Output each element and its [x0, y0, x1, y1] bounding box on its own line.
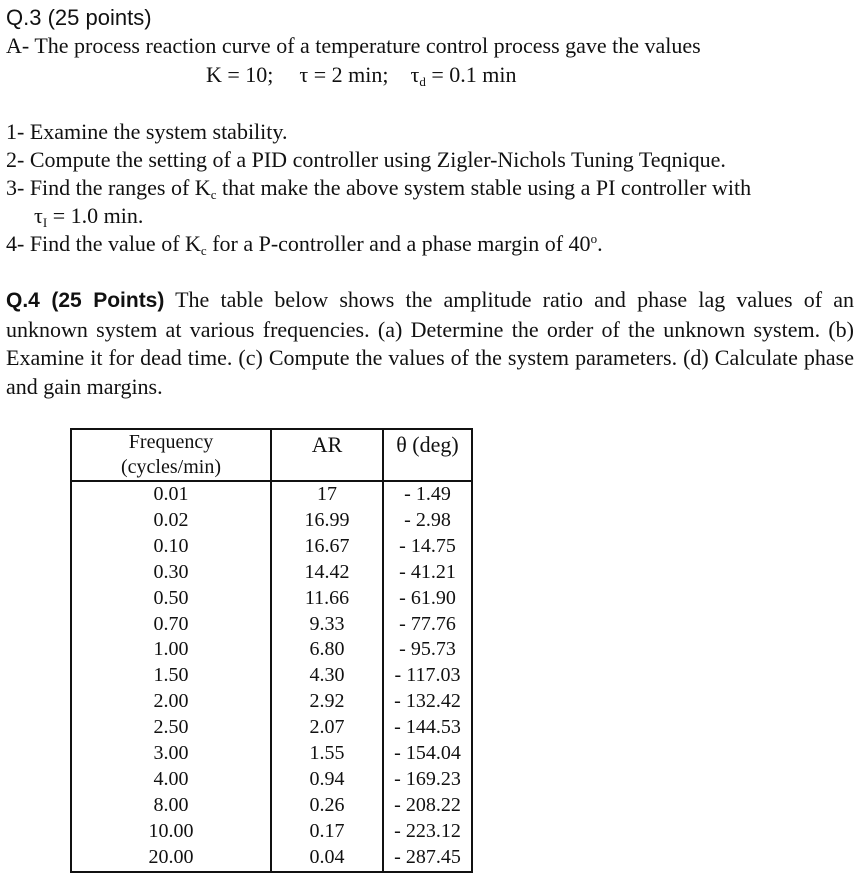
theta-cell: - 14.75	[383, 534, 472, 560]
frequency-cell: 4.00	[71, 767, 271, 793]
theta-cell: - 2.98	[383, 508, 472, 534]
frequency-response-table	[70, 428, 473, 873]
ar-cell: 0.26	[271, 793, 383, 819]
theta-cell: - 154.04	[383, 741, 472, 767]
ar-cell: 0.94	[271, 767, 383, 793]
q3-item-2: 2- Compute the setting of a PID controller using Zigler-Nichols Tuning Teqnique.	[6, 147, 726, 172]
table-row	[71, 534, 472, 560]
theta-cell: - 169.23	[383, 767, 472, 793]
theta-cell: - 144.53	[383, 715, 472, 741]
theta-cell: - 208.22	[383, 793, 472, 819]
header-frequency: Frequency (cycles/min)	[71, 429, 271, 481]
table-row	[71, 637, 472, 663]
ar-cell: 16.67	[271, 534, 383, 560]
ar-cell: 6.80	[271, 637, 383, 663]
table-row	[71, 715, 472, 741]
ar-cell: 9.33	[271, 612, 383, 638]
ar-cell: 17	[271, 481, 383, 508]
table-row	[71, 767, 472, 793]
q3-parameters	[206, 62, 517, 88]
param-tau-d: $\tau_d = 0.1$ min	[410, 62, 517, 89]
table-row	[71, 481, 472, 508]
frequency-cell: 10.00	[71, 819, 271, 845]
ar-cell: 0.04	[271, 845, 383, 872]
table-row	[71, 845, 472, 872]
ar-cell: 11.66	[271, 586, 383, 612]
theta-cell: - 223.12	[383, 819, 472, 845]
param-tau: τ = 2 min;	[299, 62, 389, 87]
frequency-cell: 2.00	[71, 689, 271, 715]
q3-item-3-continued: $\tau_I = 1.0$ min.	[34, 203, 144, 230]
ar-cell: 16.99	[271, 508, 383, 534]
header-theta: θ (deg)	[383, 429, 472, 481]
table-row	[71, 819, 472, 845]
frequency-cell: 1.00	[71, 637, 271, 663]
ar-cell: 4.30	[271, 663, 383, 689]
q3-item-4: 4- Find the value of $K_c$ for a P-controller and a phase margin of 40$^o$.	[6, 231, 603, 258]
table-row	[71, 741, 472, 767]
table-row	[71, 612, 472, 638]
theta-cell: - 61.90	[383, 586, 472, 612]
q3-item-3: 3- Find the ranges of $K_c$ that make the above system stable using a PI controller with	[6, 175, 752, 202]
header-ar: AR	[271, 429, 383, 481]
theta-cell: - 117.03	[383, 663, 472, 689]
frequency-cell: 1.50	[71, 663, 271, 689]
q4-label: Q.4 (25 Points)	[6, 289, 165, 312]
frequency-cell: 0.70	[71, 612, 271, 638]
theta-cell: - 1.49	[383, 481, 472, 508]
ar-cell: 1.55	[271, 741, 383, 767]
frequency-cell: 0.30	[71, 560, 271, 586]
q4-text: The table below shows the amplitude ratio and phase lag values of an unknown system at various frequencies. (a) Determine the order of the unknown system. (b) Examine it for dead time. (c) Compute the values of the system parameters. (d) Calculate phase and gain margins.	[6, 287, 854, 399]
theta-cell: - 132.42	[383, 689, 472, 715]
table-row	[71, 508, 472, 534]
q3-item-1: 1- Examine the system stability.	[6, 119, 288, 144]
frequency-cell: 0.10	[71, 534, 271, 560]
theta-cell: - 77.76	[383, 612, 472, 638]
table-row	[71, 663, 472, 689]
q3-title: Q.3 (25 points)	[6, 5, 152, 30]
table-row	[71, 586, 472, 612]
frequency-cell: 20.00	[71, 845, 271, 872]
q3-part-a: A- The process reaction curve of a temperature control process gave the values	[6, 33, 701, 58]
ar-cell: 2.07	[271, 715, 383, 741]
theta-cell: - 287.45	[383, 845, 472, 872]
q4-paragraph	[6, 286, 854, 401]
frequency-cell: 8.00	[71, 793, 271, 819]
ar-cell: 0.17	[271, 819, 383, 845]
theta-cell: - 95.73	[383, 637, 472, 663]
frequency-cell: 0.50	[71, 586, 271, 612]
frequency-cell: 0.01	[71, 481, 271, 508]
param-k: K = 10;	[206, 62, 274, 87]
table-row	[71, 793, 472, 819]
table-row	[71, 560, 472, 586]
frequency-cell: 2.50	[71, 715, 271, 741]
theta-cell: - 41.21	[383, 560, 472, 586]
table-row	[71, 689, 472, 715]
ar-cell: 2.92	[271, 689, 383, 715]
ar-cell: 14.42	[271, 560, 383, 586]
frequency-cell: 0.02	[71, 508, 271, 534]
frequency-cell: 3.00	[71, 741, 271, 767]
table-header-row	[71, 429, 472, 481]
